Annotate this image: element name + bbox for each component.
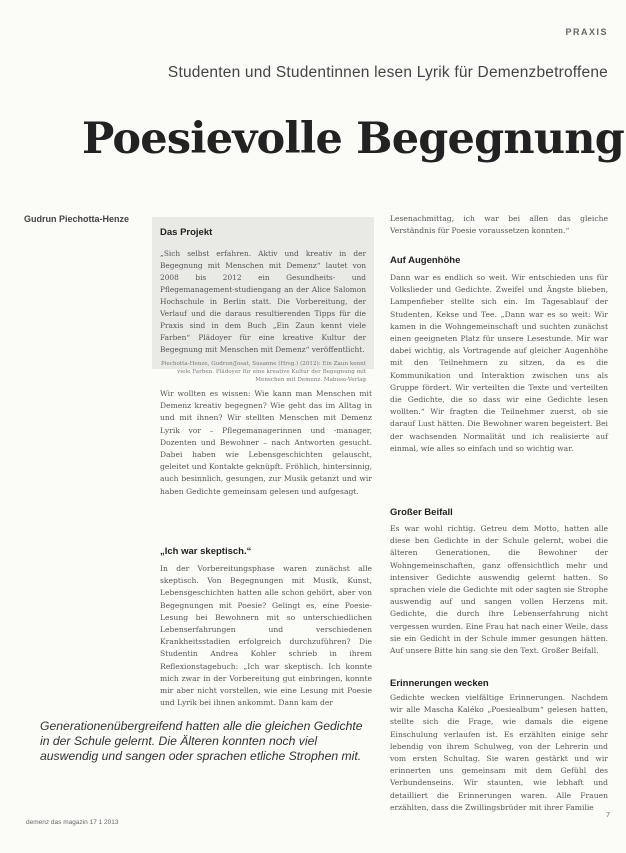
project-box-body: „Sich selbst erfahren. Aktiv und kreativ in der Begegnung mit Menschen mit Demenz“ lautet von 2008 bis 2012 ein Gesundheits- und Pflegemanagement-studiengang an der Alice Salomon Hochschule in Berlin statt. Die Vorbereitung, der Verlauf und die daraus resultierenden Tipps für die Praxis sind in dem Buch „Ein Zaun kennt viele Farben“ Plädoyer für eine kreative Kultur der Begegnung mit Menschen mit Demenz“ veröffentlicht. [160, 249, 366, 354]
project-box-heading: Das Projekt [160, 227, 213, 238]
section-heading-beifall: Großer Beifall [390, 507, 453, 518]
beifall-paragraph: Es war wohl richtig. Getreu dem Motto, hatten alle diese ben Gedichte in der Schule gelernt, wobei die älteren Generationen, die Bewohner der Wohngemeinschaften, ganz offensichtlich mehr und intensiver Gedichte auswendig gelernt hatten. So sprachen viele die Gedichte mit oder sagten sie Strophe auswendig auf und sangen vollen Herzens mit. Gedichte, die durch ihre Lebenserfahrung nicht vergessen wurden. Eine Frau hat nach einer Weile, dass sie ein Gedicht in der Schule immer gesungen hätten. Auf unsere Bitte hin sang sie den Text. Großer Beifall. [390, 524, 608, 656]
right-column-augenhoehe [390, 272, 608, 455]
right-intro-paragraph: Lesenachmittag, ich war bei allen das gleiche Verständnis für Poesie voraussetzen konnten.“ [390, 214, 608, 236]
skeptisch-paragraph: In der Vorbereitungsphase waren zunächst alle skeptisch. Von Begegnungen mit Musik, Kunst, Lebensgeschichten hatten alle schon gehört, aber von Begegnungen mit Poesie? Gelingt es, eine Poesie-Lesung bei Bewohnern mit so unterschiedlichen Lebenserfahrungen und verschiedenen Krankheitsstadien erfolgreich durchzuführen? Die Studentin Andrea Kohler schrieb in ihrem Reflexionstagebuch: „Ich war skeptisch. Ich konnte mich zwar in der Vorbereitung gut einbringen, konnte mir aber nicht vorstellen, wie eine Lesung mit Poesie und Lyrik bei ihnen ankommt. Dann kam der [160, 564, 372, 708]
section-heading-skeptisch: „Ich war skeptisch.“ [160, 546, 252, 557]
augenhoehe-paragraph: Dann war es endlich so weit. Wir entschieden uns für Volkslieder und Gedichte. Zweifel und Ängste blieben, Lampenfieber stellte sich ein. Im Tagesablauf der Studenten, Kekse und Tee. „Dann war es so weit: Wir kamen in die Wohngemeinschaft und suchten zunächst einen geeigneten Platz für unsere Lesestunde. Mir war dabei wichtig, als Vortragende auf gleicher Augenhöhe mit den Teilnehmern zu sitzen, da es die Kommunikation und Interaktion zwischen uns als Gruppe fördert. Wir verteilten die Texte und verteilten die Gedichte, die so dass wir eine Gedichte lesen wollten.“ Wir fragten die Teilnehmer zuerst, ob sie darauf Lust hätten. Die Bewohner waren begeistert. Bei der wachsenden Normalität und ich realisierte auf einmal, wie alles so einfach und so wichtig war. [390, 273, 608, 453]
right-column-intro [390, 213, 608, 237]
section-heading-erinnerungen: Erinnerungen wecken [390, 678, 489, 689]
erinnerungen-paragraph: Gedichte wecken vielfältige Erinnerungen. Nachdem wir alle Mascha Kaléko „Poesiealbum“ gelesen hatten, stellte sich die Frage, wie damals die eigene Einschulung verlaufen ist. Es erzählten einige sehr lebendig von ihrem Schulweg, von der Lehrerin und vom ersten Schultag. Sie waren gestärkt und wir erinnerten uns gemeinsam mit dem Gefühl des Verbundenseins. Wir staunten, wie lebhaft und detailliert die Erinnerungen waren. Alle Frauen erzählten, dass die Zwillingsbrüder mit ihrer Familie [390, 693, 608, 812]
right-column-beifall [390, 523, 608, 657]
section-heading-augenhoehe: Auf Augenhöhe [390, 255, 461, 266]
author-name: Gudrun Piechotta-Henze [24, 214, 130, 224]
pull-quote: Generationenübergreifend hatten alle die gleichen Gedichte in der Schule gelernt. Die Älteren konnten noch viel auswendig und sangen oder sprachen etliche Strophen mit. [40, 719, 363, 763]
middle-column-body [160, 563, 372, 709]
page-number: 7 [606, 812, 610, 819]
article-title: Poesievolle Begegnung [82, 114, 625, 164]
project-info-box [152, 217, 374, 383]
intro-paragraph: Wir wollten es wissen: Wie kann man Menschen mit Demenz kreativ begegnen? Wie geht das im Alltag in und mit ihnen? Wir stellten Menschen mit Demenz Lyrik vor – Pflegemanagerinnen und -manager, Dozenten und Bewohner – nach Antworten gesucht. Dabei haben wie Lebensgeschichten gelauscht, geleitet und Kontakte geknüpft. Fröhlich, hintersinnig, auch besinnlich, gesungen, zur Musik getanzt und wir haben Gedichte gemeinsam gelesen und aufgesagt. [160, 389, 372, 496]
right-column-erinnerungen [390, 692, 608, 814]
middle-column-intro [160, 388, 372, 498]
footer-journal: demenz das magazin 17 1 2013 [26, 819, 119, 826]
article-subtitle: Studenten und Studentinnen lesen Lyrik für Demenzbetroffene [167, 64, 608, 81]
section-label: PRAXIS [565, 27, 608, 37]
project-box-reference: Piechotta-Henze, Gudrun/Josat, Susanne (Hrsg.) (2012): Ein Zaun kennt viele Farben. Plädoyer für eine kreative Kultur der Begegnung mit Menschen mit Demenz. Mabuse-Verlag [160, 361, 366, 383]
